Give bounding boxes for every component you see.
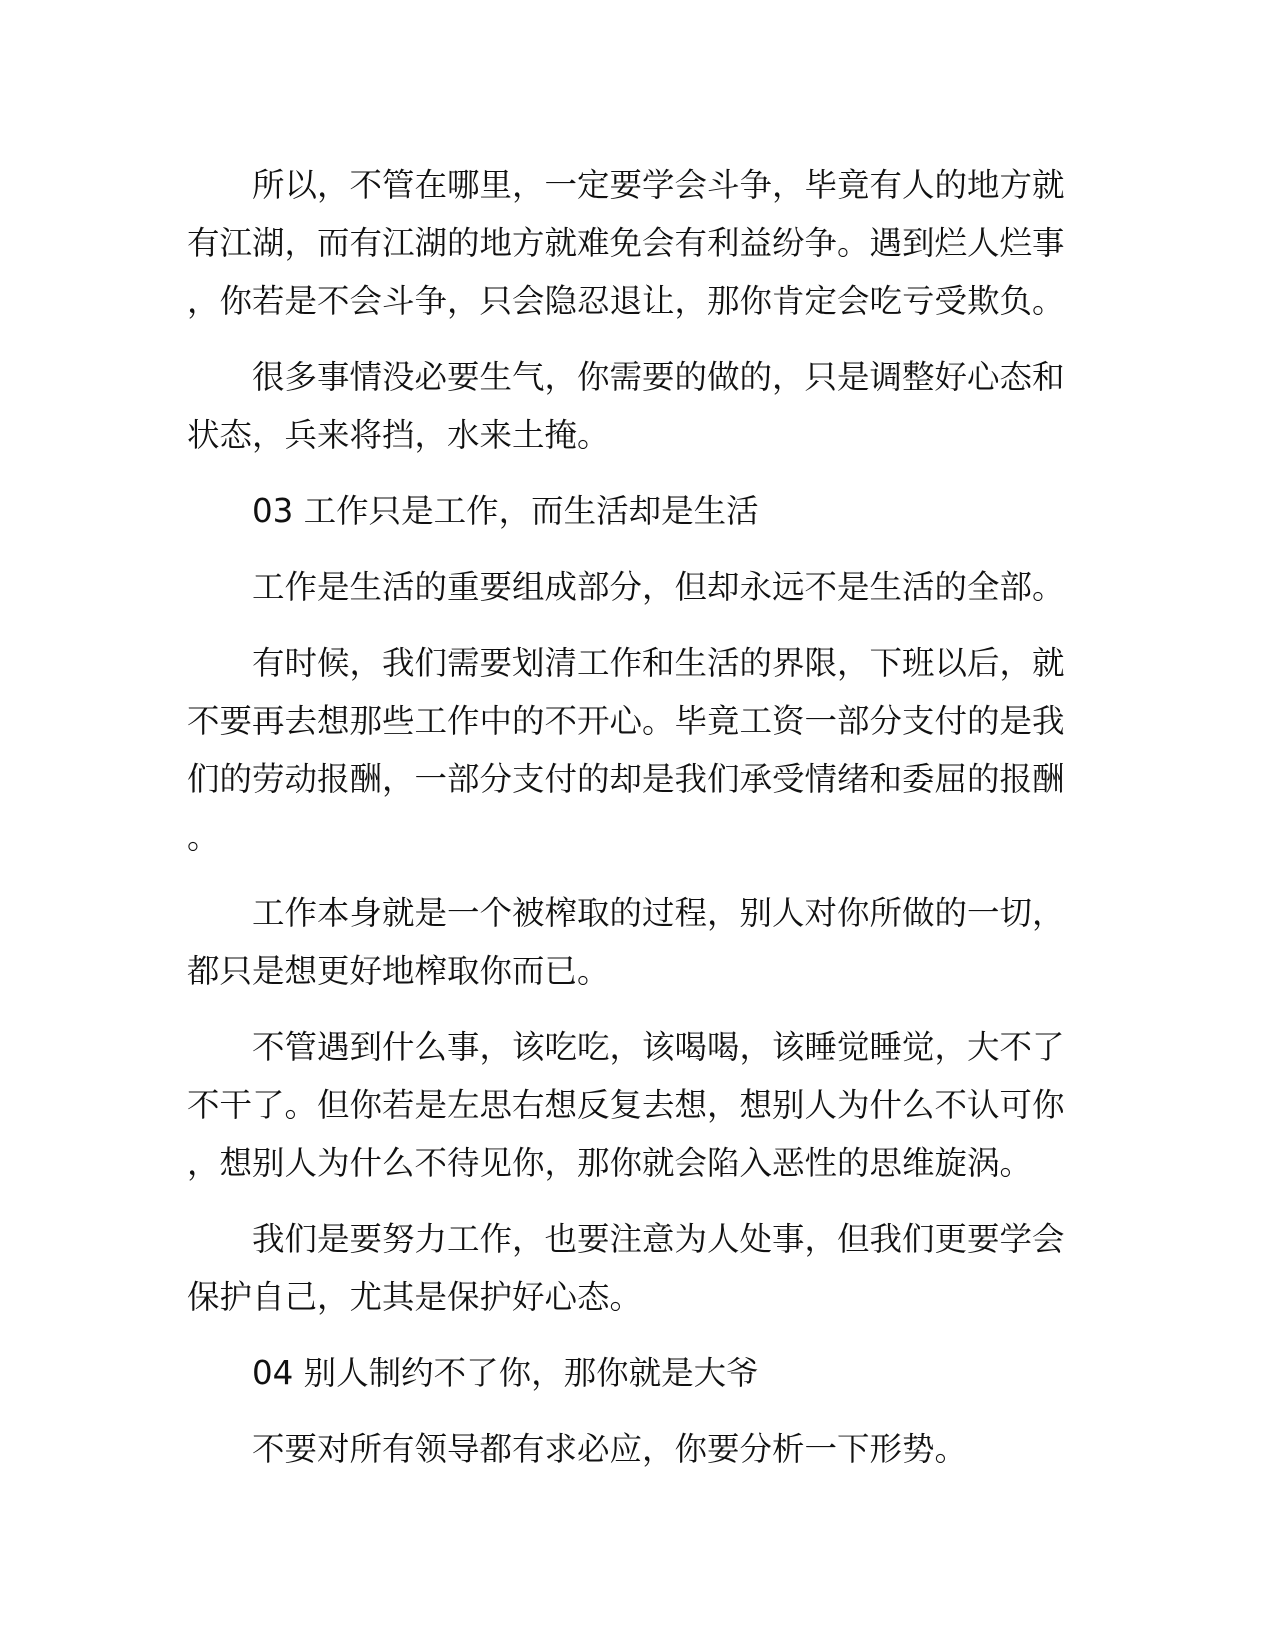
paragraph-no-anger: 很多事情没必要生气，你需要的做的，只是调整好心态和状态，兵来将挡，水来土掩。 — [187, 358, 1065, 454]
section-heading-03: 03 工作只是工作，而生活却是生活 — [252, 492, 759, 530]
paragraph-protect-mindset: 我们是要努力工作，也要注意为人处事，但我们更要学会保护自己，尤其是保护好心态。 — [187, 1220, 1065, 1316]
paragraph-analyze-situation: 不要对所有领导都有求必应，你要分析一下形势。 — [252, 1430, 968, 1468]
paragraph-work-life-boundary: 有时候，我们需要划清工作和生活的界限，下班以后，就不要再去想那些工作中的不开心。毕竟工资一部分支付的是我们的劳动报酬，一部分支付的却是我们承受情绪和委屈的报酬。 — [187, 644, 1065, 856]
paragraph-work-part-of-life: 工作是生活的重要组成部分，但却永远不是生活的全部。 — [252, 568, 1065, 606]
paragraph-struggle: 所以，不管在哪里，一定要学会斗争，毕竟有人的地方就有江湖，而有江湖的地方就难免会有利益纷争。遇到烂人烂事，你若是不会斗争，只会隐忍退让，那你肯定会吃亏受欺负。 — [187, 166, 1065, 320]
document-body — [187, 156, 1087, 1496]
section-heading-04: 04 别人制约不了你，那你就是大爷 — [252, 1354, 759, 1392]
paragraph-work-extraction: 工作本身就是一个被榨取的过程，别人对你所做的一切，都只是想更好地榨取你而已。 — [187, 894, 1065, 990]
paragraph-eat-drink-sleep: 不管遇到什么事，该吃吃，该喝喝，该睡觉睡觉，大不了不干了。但你若是左思右想反复去想，想别人为什么不认可你，想别人为什么不待见你，那你就会陷入恶性的思维旋涡。 — [187, 1028, 1065, 1182]
